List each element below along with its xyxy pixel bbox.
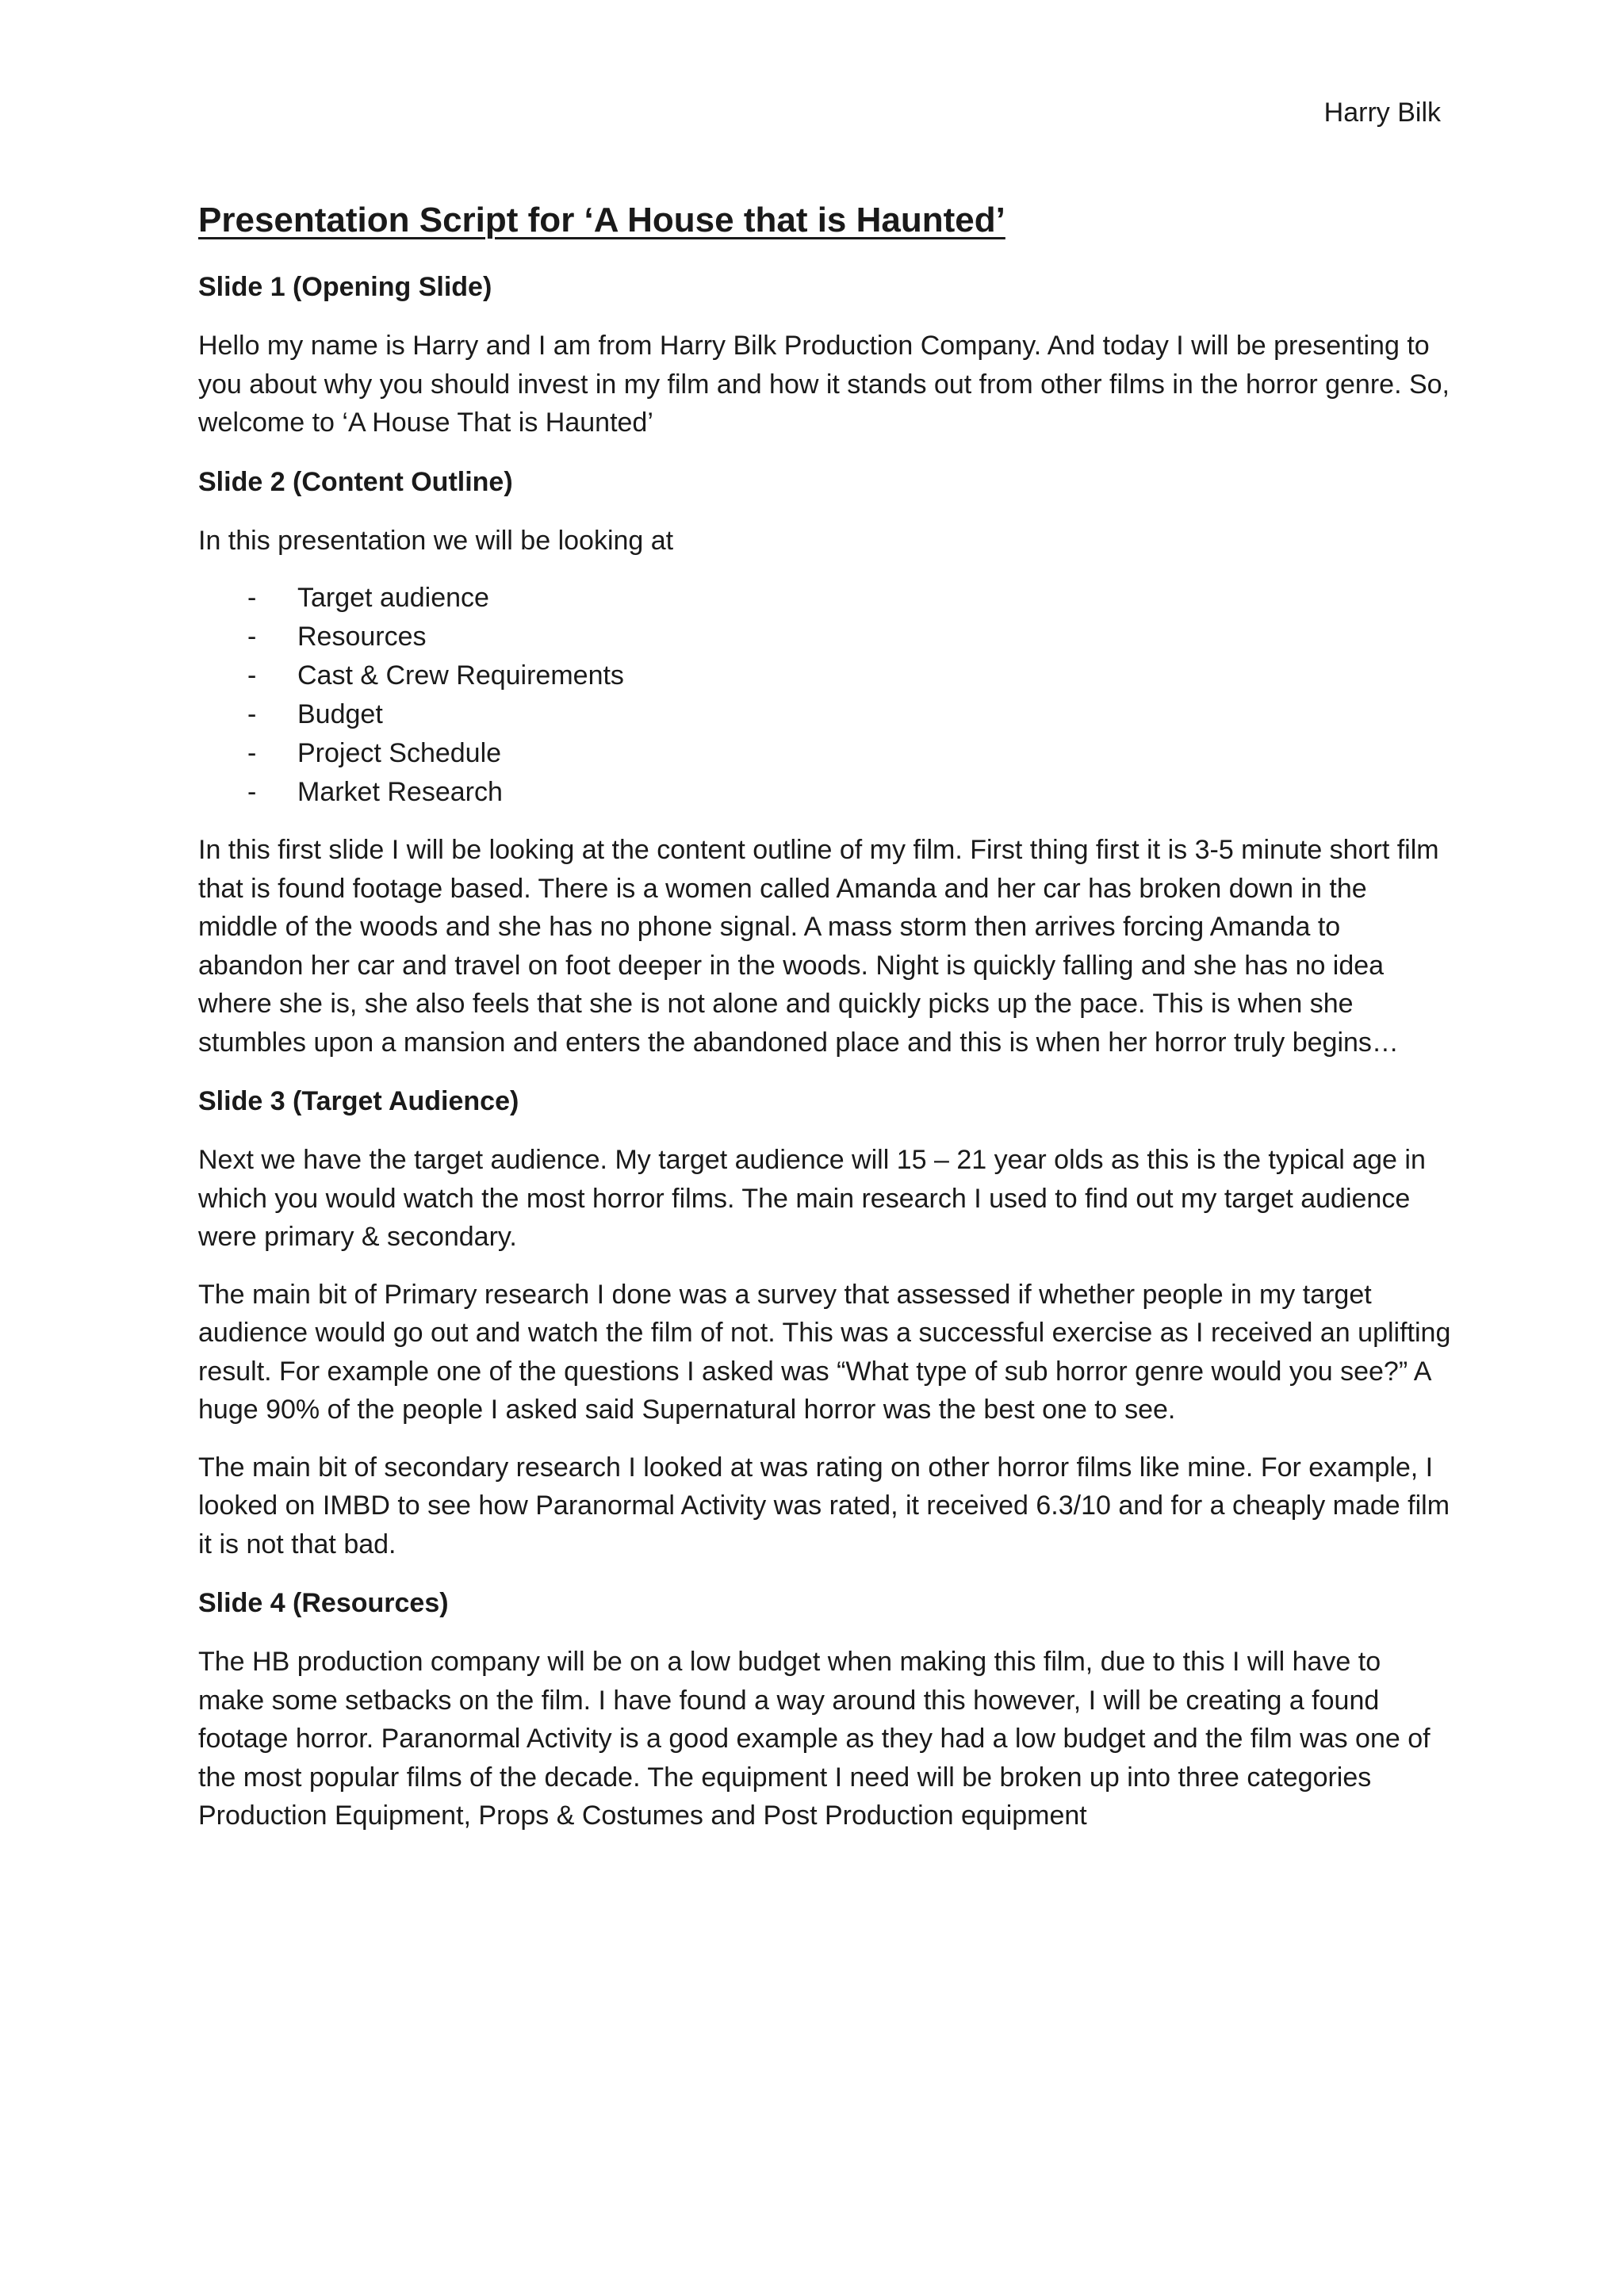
slide-3-section	[198, 1081, 1451, 1563]
bullet-dash: -	[247, 777, 257, 807]
slide-1-paragraph: Hello my name is Harry and I am from Harry Bilk Production Company. And today I will be presenting to you about why you should invest in my film and how it stands out from other films in the horror genre. So, welcome to ‘A House That is Haunted’	[198, 331, 1450, 438]
list-item-label: Resources	[297, 622, 427, 652]
list-item-label: Cast & Crew Requirements	[297, 660, 624, 691]
slide-4-section	[198, 1582, 1451, 1835]
list-item	[198, 656, 1451, 695]
list-item-label: Target audience	[297, 583, 489, 613]
list-item	[198, 734, 1451, 773]
slide-3-paragraph-2: The main bit of Primary research I done was a survey that assessed if whether people in my target audience would go out and watch the film of not. This was a successful exercise as I received an uplifting result. For example one of the questions I asked was “What type of sub horror genre would you see?” A huge 90% of the people I asked said Supernatural horror was the best one to see.	[198, 1279, 1451, 1425]
slide-1-section	[198, 266, 1451, 442]
list-item	[198, 579, 1451, 618]
bullet-dash: -	[247, 738, 257, 768]
slide-3-paragraph-3: The main bit of secondary research I looked at was rating on other horror films like mine. For example, I looked on IMBD to see how Paranormal Activity was rated, it received 6.3/10 and for a cheaply made film it is not that bad.	[198, 1452, 1450, 1559]
document-title: Presentation Script for ‘A House that is Haunted’	[198, 201, 1005, 239]
slide-2-heading: Slide 2 (Content Outline)	[198, 466, 513, 497]
slide-1-heading: Slide 1 (Opening Slide)	[198, 272, 492, 302]
list-item-label: Project Schedule	[297, 738, 502, 768]
list-item-label: Market Research	[297, 777, 503, 807]
document-body	[198, 195, 1451, 1854]
list-item	[198, 618, 1451, 656]
content-outline-list	[198, 579, 1451, 812]
slide-2-intro: In this presentation we will be looking at	[198, 525, 674, 556]
list-item-label: Budget	[297, 699, 383, 729]
slide-2-paragraph: In this first slide I will be looking at the content outline of my film. First thing first it is 3-5 minute short film that is found footage based. There is a women called Amanda and her car has broken down in the middle of the woods and she has no phone signal. A mass storm then arrives forcing Amanda to abandon her car and travel on foot deeper in the woods. Night is quickly falling and she has no idea where she is, she also feels that she is not alone and quickly picks up the pace. This is when she stumbles upon a mansion and enters the abandoned place and this is when her horror truly begins…	[198, 835, 1439, 1058]
slide-3-paragraph-1: Next we have the target audience. My target audience will 15 – 21 year olds as this is the typical age in which you would watch the most horror films. The main research I used to find out my target audience were primary & secondary.	[198, 1145, 1426, 1252]
slide-3-heading: Slide 3 (Target Audience)	[198, 1086, 519, 1116]
bullet-dash: -	[247, 699, 257, 729]
header-author: Harry Bilk	[1323, 98, 1441, 128]
slide-4-paragraph: The HB production company will be on a low budget when making this film, due to this I will have to make some setbacks on the film. I have found a way around this however, I will be creating a found footage horror. Paranormal Activity is a good example as they had a low budget and the film was one of the most popular films of the decade. The equipment I need will be broken up into three categories Production Equipment, Props & Costumes and Post Production equipment	[198, 1647, 1431, 1831]
slide-2-section	[198, 461, 1451, 1062]
list-item	[198, 773, 1451, 812]
bullet-dash: -	[247, 583, 257, 613]
bullet-dash: -	[247, 660, 257, 691]
list-item	[198, 695, 1451, 734]
slide-4-heading: Slide 4 (Resources)	[198, 1588, 449, 1618]
bullet-dash: -	[247, 622, 257, 652]
